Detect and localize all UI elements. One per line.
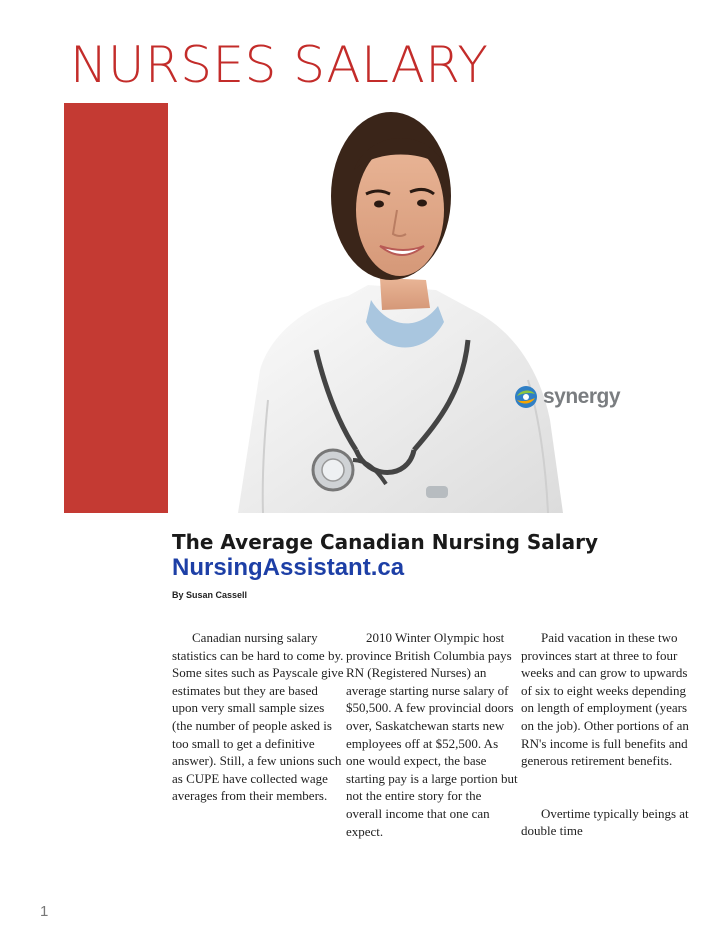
paragraph: Paid vacation in these two provinces start at three to four weeks and can grow to upwards of six to eight weeks depending on length of employment (years on the job). Other portions of an RN's income is full benefits and generous retirement benefits. bbox=[521, 630, 689, 769]
byline: By Susan Cassell bbox=[172, 590, 248, 600]
article-headline: The Average Canadian Nursing Salary bbox=[172, 530, 599, 554]
synergy-logo-text: synergy bbox=[543, 385, 621, 408]
article-header bbox=[172, 530, 692, 600]
article-column-2 bbox=[346, 629, 518, 840]
nurse-photo bbox=[168, 100, 638, 513]
site-name: NursingAssistant.ca bbox=[172, 554, 405, 581]
page-title: NURSES SALARY bbox=[70, 36, 489, 94]
synergy-swirl-icon bbox=[514, 385, 538, 409]
synergy-logo bbox=[514, 385, 620, 409]
article-column-3 bbox=[521, 629, 693, 840]
red-accent-bar bbox=[64, 103, 168, 513]
page-number: 1 bbox=[40, 903, 49, 920]
paragraph: Overtime typically beings at double time bbox=[521, 805, 689, 839]
paragraph: 2010 Winter Olympic host province British Columbia pays RN (Registered Nurses) an average starting nurse salary of $50,500. A few provincial doors over, Saskatchewan starts new employees off at $52,500. As one would expect, the base starting pay is a large portion but not the entire story for the overall income that one can expect. bbox=[346, 630, 518, 839]
paragraph: Canadian nursing salary statistics can be hard to come by. Some sites such as Payscale give estimates but they are based upon very small sample sizes (the number of people asked is too small to get a definitive answer). Still, a few unions such as CUPE have collected wage averages from their members. bbox=[172, 630, 344, 804]
article-column-1 bbox=[172, 629, 344, 805]
